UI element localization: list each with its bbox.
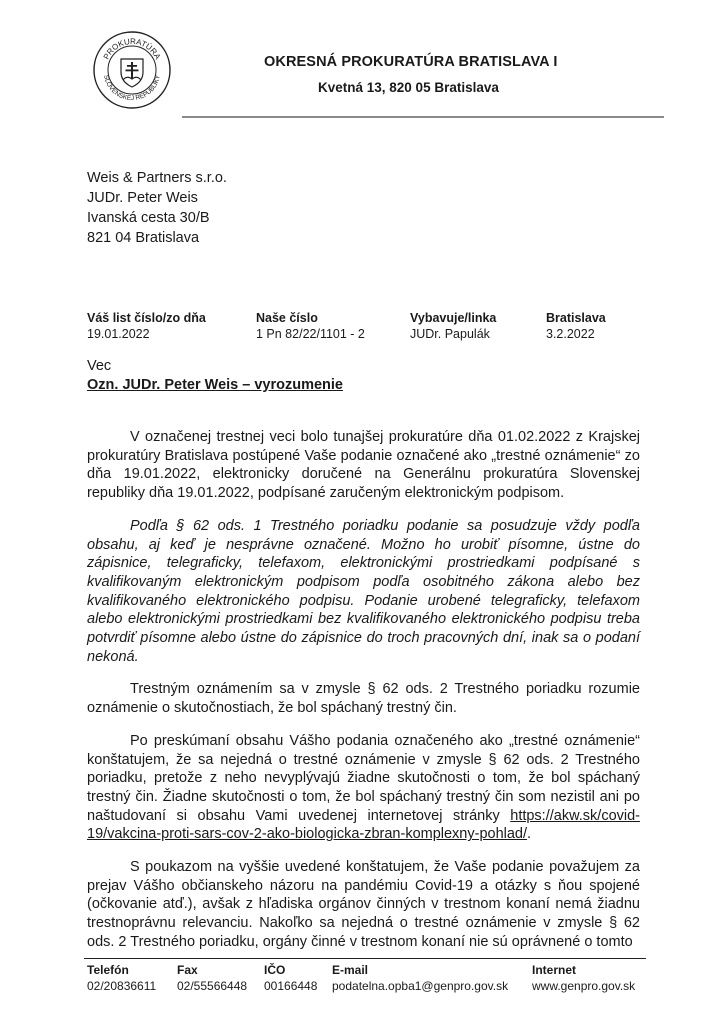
office-name: OKRESNÁ PROKURATÚRA BRATISLAVA I [264,54,558,70]
footer-ico [264,962,317,994]
recipient-address [87,168,227,248]
website-link[interactable]: https://akw.sk/covid-19/vakcina-proti-sars-cov-2-ako-biologicka-zbran-komplexny-pohlad/ [87,807,640,843]
paragraph-4-text: Po preskúmaní obsahu Vášho podania označeného ako „trestné oznámenie“ konštatujem, že sa nejedná o trestné oznámenie v zmysle § 62 ods. 2 Trestného poriadku, pretože z neho nevyplývajú žiadne skutočnosti o tom, že bol spáchaný trestný čin. Žiadne skutočnosti o tom, že bol spáchaný trestný čin som nezistil ani po naštudovaní si obsahu Vami uvedenej internetovej stránky [87,732,640,824]
footer-email [332,962,508,994]
paragraph-5: S poukazom na vyššie uvedené konštatujem, že Vaše podanie považujem za prejav Vášho občianskeho názoru na pandémiu Covid-19 a otázky s ňou spojené (očkovanie atď.), avšak z hľadiska orgánov činných v trestnom konaní nemá žiadnu trestnoprávnu relevanciu. Nakoľko sa nejedná o trestné oznámenie v zmysle § 62 ods. 2 Trestného poriadku, orgány činné v trestnom konaní nie sú oprávnené o tomto [87,859,640,950]
footer-phone [87,962,156,994]
svg-text:PROKURATÚRA: PROKURATÚRA [101,36,163,61]
subject-label: Vec [87,358,112,374]
footer-website-value[interactable]: www.genpro.gov.sk [532,979,636,993]
paragraph-1: V označenej trestnej veci bolo tunajšej prokuratúre dňa 01.02.2022 z Krajskej prokuratúry Bratislava postúpené Vaše podanie označené ako „trestné oznámenie“ zo dňa 19.01.2022, elektronicky doručené na Generálnu prokuratúra Slovenskej republiky dňa 19.01.2022, podpísané zaručeným elektronickým podpisom. [87,429,640,502]
ref-label: Váš list číslo/zo dňa [87,311,206,325]
footer-value: 02/20836611 [87,979,157,993]
footer-label: IČO [264,963,286,977]
footer-label: Telefón [87,963,129,977]
footer-label: Fax [177,963,198,977]
footer-divider [84,958,646,959]
paragraph-4 [87,732,640,844]
ref-value: 3.2.2022 [546,327,595,341]
ref-handled-by [410,310,496,342]
office-address: Kvetná 13, 820 05 Bratislava [318,80,499,95]
ref-value: 19.01.2022 [87,327,150,341]
subject-title: Ozn. JUDr. Peter Weis – vyrozumenie [87,377,343,393]
ref-value: 1 Pn 82/22/1101 - 2 [256,327,365,341]
paragraph-3: Trestným oznámením sa v zmysle § 62 ods. 2 Trestného poriadku rozumie oznámenie o skutočnostiach, že bol spáchaný trestný čin. [87,681,640,717]
ref-our-number [256,310,365,342]
footer-label: Internet [532,963,577,977]
paragraph-4-end: . [527,826,532,843]
paragraph-2-legal-quote: Podľa § 62 ods. 1 Trestného poriadku podanie sa posudzuje vždy podľa obsahu, aj keď je nesprávne označené. Možno ho urobiť písomne, ústne do zápisnice, telegraficky, telefaxom, elektronickými prostriedkami podpísané s kvalifikovaným elektronickým podpisom podľa osobitného zákona alebo bez kvalifikovaného elektronického podpisu. Podanie urobené telegraficky, telefaxom alebo elektronickými prostriedkami bez kvalifikovaného elektronického podpisu treba potvrdiť písomne alebo ústne do zápisnice do troch pracovných dní, inak sa o podaní nekoná. [87,517,640,665]
footer-value: 02/55566448 [177,979,248,993]
footer-label: E-mail [332,963,369,977]
ref-label: Naše číslo [256,311,318,325]
footer-value: 00166448 [264,979,318,993]
recipient-street: Ivanská cesta 30/B [87,210,210,226]
ref-label: Vybavuje/linka [410,311,497,325]
recipient-person: JUDr. Peter Weis [87,190,198,206]
ref-place-date [546,310,606,342]
prosecution-seal-logo [92,30,172,110]
footer-email-value[interactable]: podatelna.opba1@genpro.gov.sk [332,979,509,993]
footer-fax [177,962,247,994]
footer-internet [532,962,635,994]
ref-your-letter [87,310,206,342]
ref-label: Bratislava [546,311,606,325]
letter-body [87,428,640,966]
recipient-company: Weis & Partners s.r.o. [87,170,227,186]
svg-text:SLOVENSKEJ REPUBLIKY: SLOVENSKEJ REPUBLIKY [102,74,162,103]
recipient-city: 821 04 Bratislava [87,230,200,246]
ref-value: JUDr. Papulák [410,327,490,341]
header-divider [182,115,664,119]
